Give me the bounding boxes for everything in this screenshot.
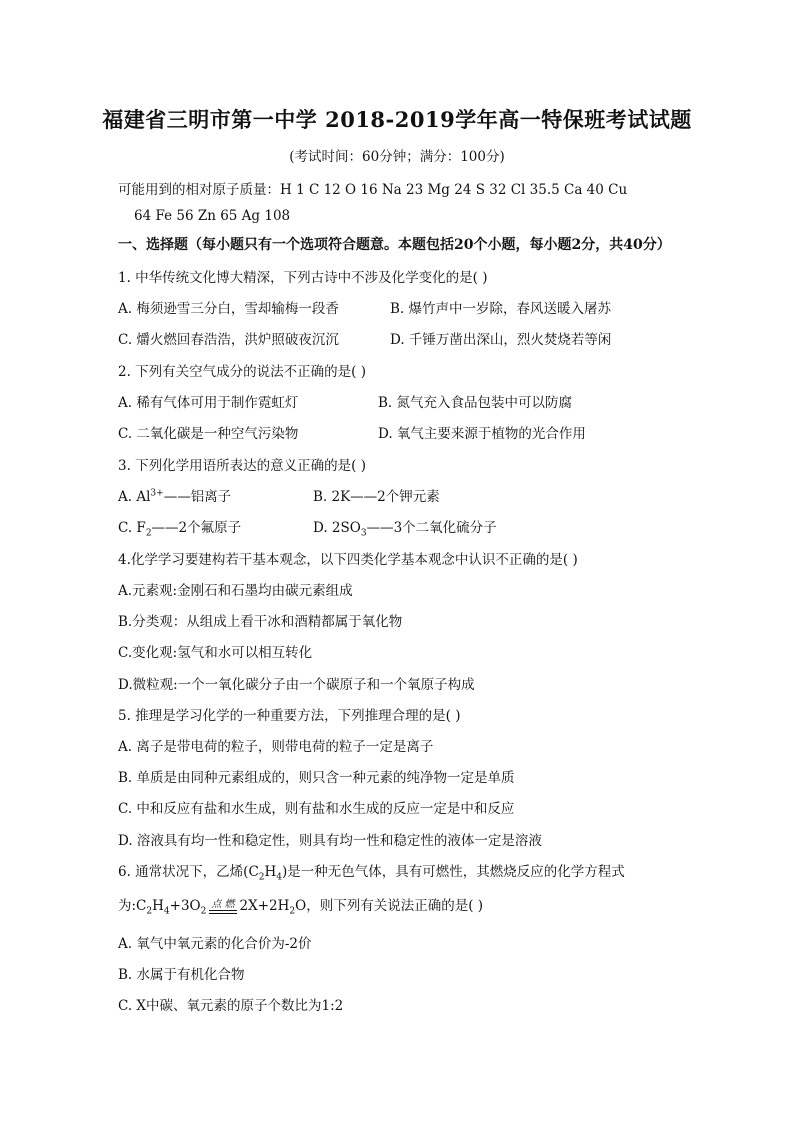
question-3-option-b: B. 2K——2个钾元素 <box>313 489 440 505</box>
question-4-option-a: A.元素观:金刚石和石墨均由碳元素组成 <box>118 583 353 599</box>
question-1-option-a: A. 梅须逊雪三分白，雪却输梅一段香 <box>118 301 339 317</box>
question-2-option-d: D. 氧气主要来源于植物的光合作用 <box>378 426 586 442</box>
exam-info: (考试时间：60分钟；满分：100分) <box>289 149 505 165</box>
equation-text: H <box>152 898 164 914</box>
subscript: 3 <box>360 528 367 539</box>
subscript: 4 <box>163 906 170 917</box>
question-5-option-c: C. 中和反应有盐和水生成，则有盐和水生成的反应一定是中和反应 <box>118 801 515 817</box>
question-4-stem: 4.化学学习要建构若干基本观念，以下四类化学基本观念中认识不正确的是( ) <box>118 552 578 568</box>
question-2-option-a: A. 稀有气体可用于制作霓虹灯 <box>118 395 299 411</box>
subscript: 2 <box>145 528 152 539</box>
stem-text: H <box>264 864 277 880</box>
question-4-option-d: D.微粒观:一个一氧化碳分子由一个碳原子和一个氧原子构成 <box>118 677 475 693</box>
question-2-option-b: B. 氮气充入食品包装中可以防腐 <box>378 395 573 411</box>
option-a-formula: A. Al <box>118 489 151 505</box>
question-4-option-b: B.分类观：从组成上看干冰和酒精都属于氧化物 <box>118 614 403 630</box>
equation-text: +3O <box>169 898 201 914</box>
question-3-option-d <box>313 516 497 539</box>
question-6-option-c: C. X中碳、氧元素的原子个数比为1:2 <box>118 998 344 1014</box>
reaction-condition: 点 燃 <box>209 895 236 911</box>
question-4-option-c: C.变化观:氢气和水可以相互转化 <box>118 645 313 661</box>
question-5-stem: 5. 推理是学习化学的一种重要方法，下列推理合理的是( ) <box>118 708 461 724</box>
question-5-option-d: D. 溶液具有均一性和稳定性，则具有均一性和稳定性的液体一定是溶液 <box>118 833 542 849</box>
question-2-stem: 2. 下列有关空气成分的说法不正确的是( ) <box>118 364 366 380</box>
question-6-option-b: B. 水属于有机化合物 <box>118 967 245 983</box>
equation-text: O，则下列有关说法正确的是( ) <box>295 898 484 914</box>
subscript: 2 <box>200 906 207 917</box>
question-5-option-b: B. 单质是由同种元素组成的，则只含一种元素的纯净物一定是单质 <box>118 770 515 786</box>
question-1-stem: 1. 中华传统文化博大精深，下列古诗中不涉及化学变化的是( ) <box>118 270 488 286</box>
equation-text: 2X+2H <box>239 898 290 914</box>
question-6-stem <box>118 860 625 883</box>
question-6-option-a: A. 氧气中氧元素的化合价为-2价 <box>118 936 312 952</box>
option-c-meaning: ——2个氟原子 <box>151 520 242 536</box>
subscript: 2 <box>258 872 265 883</box>
question-3-option-a <box>118 485 231 505</box>
subscript: 4 <box>276 872 283 883</box>
section-heading: 一、选择题（每小题只有一个选项符合题意。本题包括20个小题，每小题2分，共40分） <box>118 237 671 253</box>
option-d-formula: D. 2SO <box>313 520 361 536</box>
subscript: 2 <box>146 906 153 917</box>
atomic-mass-line-2: 64 Fe 56 Zn 65 Ag 108 <box>134 208 291 224</box>
question-5-option-a: A. 离子是带电荷的粒子，则带电荷的粒子一定是离子 <box>118 739 434 755</box>
subscript: 2 <box>289 906 296 917</box>
question-3-stem: 3. 下列化学用语所表达的意义正确的是( ) <box>118 458 366 474</box>
question-1-option-d: D. 千锤万凿出深山，烈火焚烧若等闲 <box>390 332 612 348</box>
question-3-option-c <box>118 516 241 539</box>
option-d-meaning: ——3个二氧化硫分子 <box>366 520 497 536</box>
atomic-mass-line-1: 可能用到的相对原子质量：H 1 C 12 O 16 Na 23 Mg 24 S 32 Cl 35.5 Ca 40 Cu <box>118 182 628 198</box>
ion-charge: 3+ <box>150 488 164 499</box>
question-1-option-b: B. 爆竹声中一岁除，春风送暖入屠苏 <box>390 301 612 317</box>
question-6-equation <box>118 894 483 917</box>
option-a-meaning: ——铝离子 <box>163 489 232 505</box>
stem-text: )是一种无色气体，具有可燃性，其燃烧反应的化学方程式 <box>282 864 625 880</box>
stem-text: 6. 通常状况下，乙烯(C <box>118 864 259 880</box>
equation-text: 为:C <box>118 898 147 914</box>
question-1-option-c: C. 爝火燃回春浩浩，洪炉照破夜沉沉 <box>118 332 339 348</box>
question-2-option-c: C. 二氧化碳是一种空气污染物 <box>118 426 299 442</box>
page-title: 福建省三明市第一中学 2018-2019学年高一特保班考试试题 <box>102 107 692 132</box>
option-c-formula: C. F <box>118 520 146 536</box>
